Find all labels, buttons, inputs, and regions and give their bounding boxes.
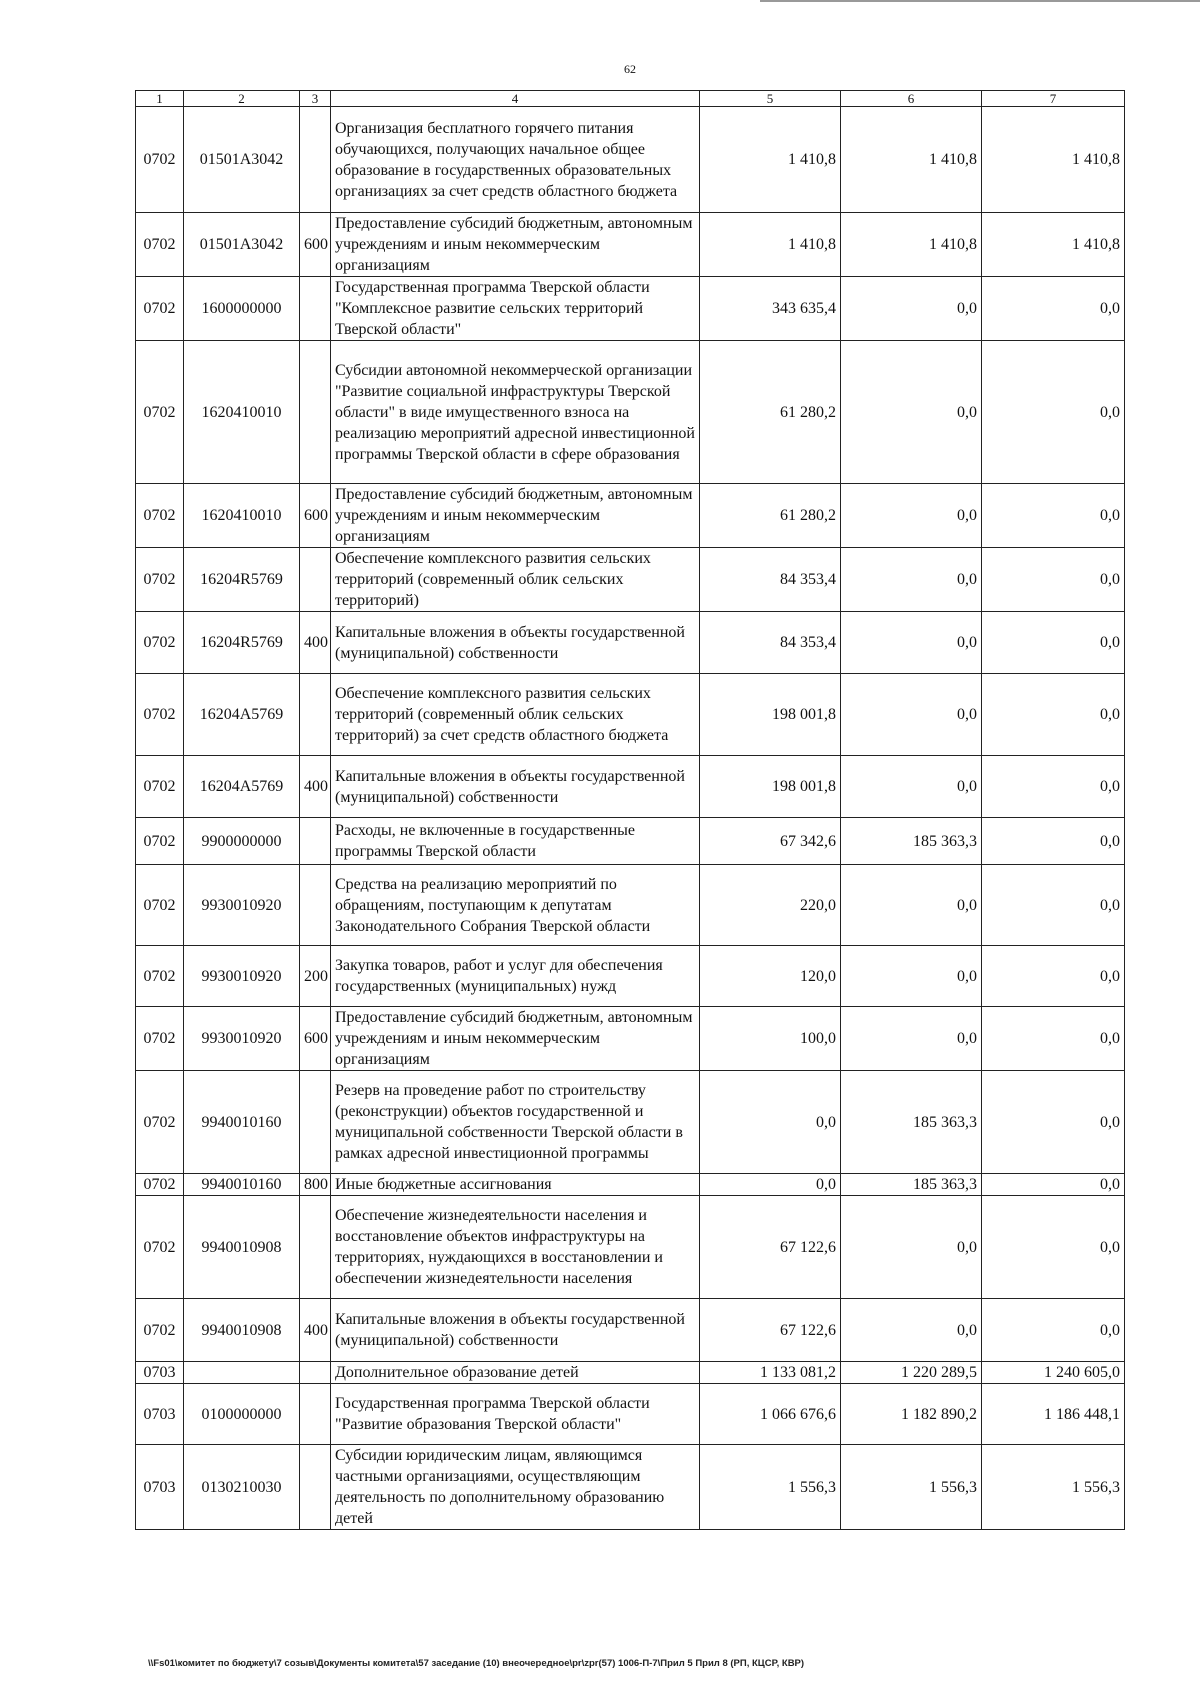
target-article-code: 16204R5769: [184, 612, 300, 674]
table-row: [136, 1445, 1125, 1530]
header-col-7: 7: [982, 91, 1125, 107]
section-code: 0702: [136, 1007, 184, 1071]
table-row: [136, 946, 1125, 1007]
amount-col-5: 61 280,2: [700, 484, 841, 548]
section-code: 0702: [136, 484, 184, 548]
section-code: 0702: [136, 818, 184, 865]
section-code: 0702: [136, 1174, 184, 1196]
amount-col-7: 0,0: [982, 1007, 1125, 1071]
target-article-code: 9930010920: [184, 865, 300, 946]
amount-col-6: 0,0: [841, 865, 982, 946]
expense-type-code: [300, 1362, 331, 1384]
amount-col-6: 0,0: [841, 1196, 982, 1299]
section-code: 0702: [136, 756, 184, 818]
amount-col-7: 0,0: [982, 341, 1125, 484]
amount-col-5: 198 001,8: [700, 674, 841, 756]
table-row: [136, 107, 1125, 213]
amount-col-7: 0,0: [982, 1174, 1125, 1196]
target-article-code: 9940010160: [184, 1174, 300, 1196]
header-col-5: 5: [700, 91, 841, 107]
table-row: [136, 1174, 1125, 1196]
amount-col-7: 0,0: [982, 1196, 1125, 1299]
expense-type-code: [300, 1071, 331, 1174]
table-row: [136, 1007, 1125, 1071]
table-row: [136, 612, 1125, 674]
amount-col-6: 1 410,8: [841, 107, 982, 213]
amount-col-6: 1 220 289,5: [841, 1362, 982, 1384]
amount-col-6: 1 556,3: [841, 1445, 982, 1530]
amount-col-6: 185 363,3: [841, 1071, 982, 1174]
section-code: 0702: [136, 1071, 184, 1174]
budget-table: [135, 90, 1125, 1530]
expense-type-code: 200: [300, 946, 331, 1007]
amount-col-7: 0,0: [982, 756, 1125, 818]
item-name: Предоставление субсидий бюджетным, автономным учреждениям и иным некоммерческим организациям: [331, 213, 700, 277]
section-code: 0703: [136, 1445, 184, 1530]
amount-col-6: 1 410,8: [841, 213, 982, 277]
target-article-code: 9930010920: [184, 1007, 300, 1071]
section-code: 0703: [136, 1384, 184, 1445]
table-row: [136, 548, 1125, 612]
amount-col-6: 0,0: [841, 548, 982, 612]
item-name: Капитальные вложения в объекты государственной (муниципальной) собственности: [331, 1299, 700, 1362]
item-name: Предоставление субсидий бюджетным, автономным учреждениям и иным некоммерческим организациям: [331, 484, 700, 548]
amount-col-6: 0,0: [841, 946, 982, 1007]
item-name: Субсидии автономной некоммерческой организации "Развитие социальной инфраструктуры Тверской области" в виде имущественного взноса на реализацию мероприятий адресной инвестиционной программы Тверской области в сфере образования: [331, 341, 700, 484]
amount-col-7: 1 410,8: [982, 107, 1125, 213]
expense-type-code: 400: [300, 756, 331, 818]
target-article-code: 1620410010: [184, 484, 300, 548]
target-article-code: 1600000000: [184, 277, 300, 341]
section-code: 0702: [136, 107, 184, 213]
table-row: [136, 484, 1125, 548]
amount-col-5: 198 001,8: [700, 756, 841, 818]
amount-col-5: 100,0: [700, 1007, 841, 1071]
amount-col-5: 1 410,8: [700, 213, 841, 277]
amount-col-5: 120,0: [700, 946, 841, 1007]
amount-col-5: 67 122,6: [700, 1299, 841, 1362]
target-article-code: 9930010920: [184, 946, 300, 1007]
expense-type-code: [300, 1445, 331, 1530]
table-row: [136, 1196, 1125, 1299]
amount-col-7: 0,0: [982, 1299, 1125, 1362]
table-row: [136, 1384, 1125, 1445]
table-row: [136, 341, 1125, 484]
table-row: [136, 818, 1125, 865]
target-article-code: 9900000000: [184, 818, 300, 865]
amount-col-7: 0,0: [982, 946, 1125, 1007]
amount-col-5: 67 342,6: [700, 818, 841, 865]
expense-type-code: [300, 818, 331, 865]
item-name: Средства на реализацию мероприятий по обращениям, поступающим к депутатам Законодательного Собрания Тверской области: [331, 865, 700, 946]
item-name: Резерв на проведение работ по строительству (реконструкции) объектов государственной и муниципальной собственности Тверской области в рамках адресной инвестиционной программы: [331, 1071, 700, 1174]
item-name: Обеспечение жизнедеятельности населения и восстановление объектов инфраструктуры на территориях, нуждающихся в восстановлении и обеспечении жизнедеятельности населения: [331, 1196, 700, 1299]
amount-col-6: 0,0: [841, 341, 982, 484]
target-article-code: [184, 1362, 300, 1384]
target-article-code: 9940010908: [184, 1299, 300, 1362]
item-name: Субсидии юридическим лицам, являющимся частными организациями, осуществляющим деятельность по дополнительному образованию детей: [331, 1445, 700, 1530]
expense-type-code: [300, 865, 331, 946]
expense-type-code: 800: [300, 1174, 331, 1196]
section-code: 0702: [136, 1299, 184, 1362]
amount-col-5: 84 353,4: [700, 548, 841, 612]
amount-col-7: 1 556,3: [982, 1445, 1125, 1530]
table-row: [136, 213, 1125, 277]
section-code: 0702: [136, 341, 184, 484]
amount-col-7: 0,0: [982, 277, 1125, 341]
table-row: [136, 1299, 1125, 1362]
target-article-code: 0100000000: [184, 1384, 300, 1445]
top-rule: [760, 0, 1200, 2]
table-row: [136, 756, 1125, 818]
amount-col-6: 185 363,3: [841, 1174, 982, 1196]
target-article-code: 9940010160: [184, 1071, 300, 1174]
item-name: Закупка товаров, работ и услуг для обеспечения государственных (муниципальных) нужд: [331, 946, 700, 1007]
amount-col-7: 0,0: [982, 548, 1125, 612]
amount-col-5: 0,0: [700, 1174, 841, 1196]
section-code: 0702: [136, 865, 184, 946]
target-article-code: 9940010908: [184, 1196, 300, 1299]
header-col-3: 3: [300, 91, 331, 107]
item-name: Государственная программа Тверской области "Комплексное развитие сельских территорий Тверской области": [331, 277, 700, 341]
table-row: [136, 1071, 1125, 1174]
item-name: Капитальные вложения в объекты государственной (муниципальной) собственности: [331, 612, 700, 674]
amount-col-7: 0,0: [982, 674, 1125, 756]
amount-col-6: 0,0: [841, 756, 982, 818]
table-row: [136, 277, 1125, 341]
amount-col-7: 0,0: [982, 484, 1125, 548]
amount-col-7: 1 410,8: [982, 213, 1125, 277]
amount-col-7: 1 186 448,1: [982, 1384, 1125, 1445]
amount-col-5: 1 410,8: [700, 107, 841, 213]
amount-col-7: 1 240 605,0: [982, 1362, 1125, 1384]
section-code: 0702: [136, 213, 184, 277]
table-row: [136, 1362, 1125, 1384]
item-name: Предоставление субсидий бюджетным, автономным учреждениям и иным некоммерческим организациям: [331, 1007, 700, 1071]
item-name: Организация бесплатного горячего питания обучающихся, получающих начальное общее образование в государственных образовательных организациях за счет средств областного бюджета: [331, 107, 700, 213]
amount-col-5: 67 122,6: [700, 1196, 841, 1299]
section-code: 0702: [136, 612, 184, 674]
amount-col-5: 61 280,2: [700, 341, 841, 484]
item-name: Обеспечение комплексного развития сельских территорий (современный облик сельских территорий) за счет средств областного бюджета: [331, 674, 700, 756]
amount-col-6: 185 363,3: [841, 818, 982, 865]
section-code: 0702: [136, 946, 184, 1007]
amount-col-5: 84 353,4: [700, 612, 841, 674]
target-article-code: 16204R5769: [184, 548, 300, 612]
expense-type-code: [300, 277, 331, 341]
section-code: 0702: [136, 1196, 184, 1299]
table-row: [136, 674, 1125, 756]
section-code: 0702: [136, 548, 184, 612]
amount-col-5: 0,0: [700, 1071, 841, 1174]
expense-type-code: [300, 548, 331, 612]
amount-col-6: 0,0: [841, 674, 982, 756]
expense-type-code: [300, 1384, 331, 1445]
expense-type-code: 600: [300, 1007, 331, 1071]
header-col-2: 2: [184, 91, 300, 107]
expense-type-code: 400: [300, 1299, 331, 1362]
amount-col-5: 343 635,4: [700, 277, 841, 341]
expense-type-code: [300, 1196, 331, 1299]
expense-type-code: 400: [300, 612, 331, 674]
footer-file-path: \\Fs01\комитет по бюджету\7 созыв\Документы комитета\57 заседание (10) внеочередное\pr\zpr(57) 1006-П-7\Прил 5 Прил 8 (РП, КЦСР, КВР): [148, 1658, 805, 1669]
amount-col-7: 0,0: [982, 865, 1125, 946]
table-row: [136, 865, 1125, 946]
target-article-code: 01501A3042: [184, 213, 300, 277]
section-code: 0702: [136, 674, 184, 756]
item-name: Дополнительное образование детей: [331, 1362, 700, 1384]
header-col-6: 6: [841, 91, 982, 107]
section-code: 0703: [136, 1362, 184, 1384]
amount-col-6: 0,0: [841, 1299, 982, 1362]
header-col-1: 1: [136, 91, 184, 107]
amount-col-5: 1 066 676,6: [700, 1384, 841, 1445]
header-col-4: 4: [331, 91, 700, 107]
target-article-code: 1620410010: [184, 341, 300, 484]
page-number: 62: [624, 62, 636, 76]
amount-col-5: 1 556,3: [700, 1445, 841, 1530]
section-code: 0702: [136, 277, 184, 341]
item-name: Иные бюджетные ассигнования: [331, 1174, 700, 1196]
amount-col-5: 220,0: [700, 865, 841, 946]
target-article-code: 16204A5769: [184, 674, 300, 756]
expense-type-code: [300, 341, 331, 484]
amount-col-5: 1 133 081,2: [700, 1362, 841, 1384]
amount-col-7: 0,0: [982, 1071, 1125, 1174]
amount-col-6: 0,0: [841, 484, 982, 548]
amount-col-6: 1 182 890,2: [841, 1384, 982, 1445]
expense-type-code: 600: [300, 213, 331, 277]
expense-type-code: [300, 674, 331, 756]
expense-type-code: [300, 107, 331, 213]
item-name: Государственная программа Тверской области "Развитие образования Тверской области": [331, 1384, 700, 1445]
target-article-code: 01501A3042: [184, 107, 300, 213]
target-article-code: 16204A5769: [184, 756, 300, 818]
amount-col-6: 0,0: [841, 612, 982, 674]
item-name: Расходы, не включенные в государственные программы Тверской области: [331, 818, 700, 865]
amount-col-6: 0,0: [841, 277, 982, 341]
expense-type-code: 600: [300, 484, 331, 548]
item-name: Капитальные вложения в объекты государственной (муниципальной) собственности: [331, 756, 700, 818]
target-article-code: 0130210030: [184, 1445, 300, 1530]
amount-col-7: 0,0: [982, 818, 1125, 865]
item-name: Обеспечение комплексного развития сельских территорий (современный облик сельских территорий): [331, 548, 700, 612]
amount-col-6: 0,0: [841, 1007, 982, 1071]
amount-col-7: 0,0: [982, 612, 1125, 674]
header-row: [136, 91, 1125, 107]
